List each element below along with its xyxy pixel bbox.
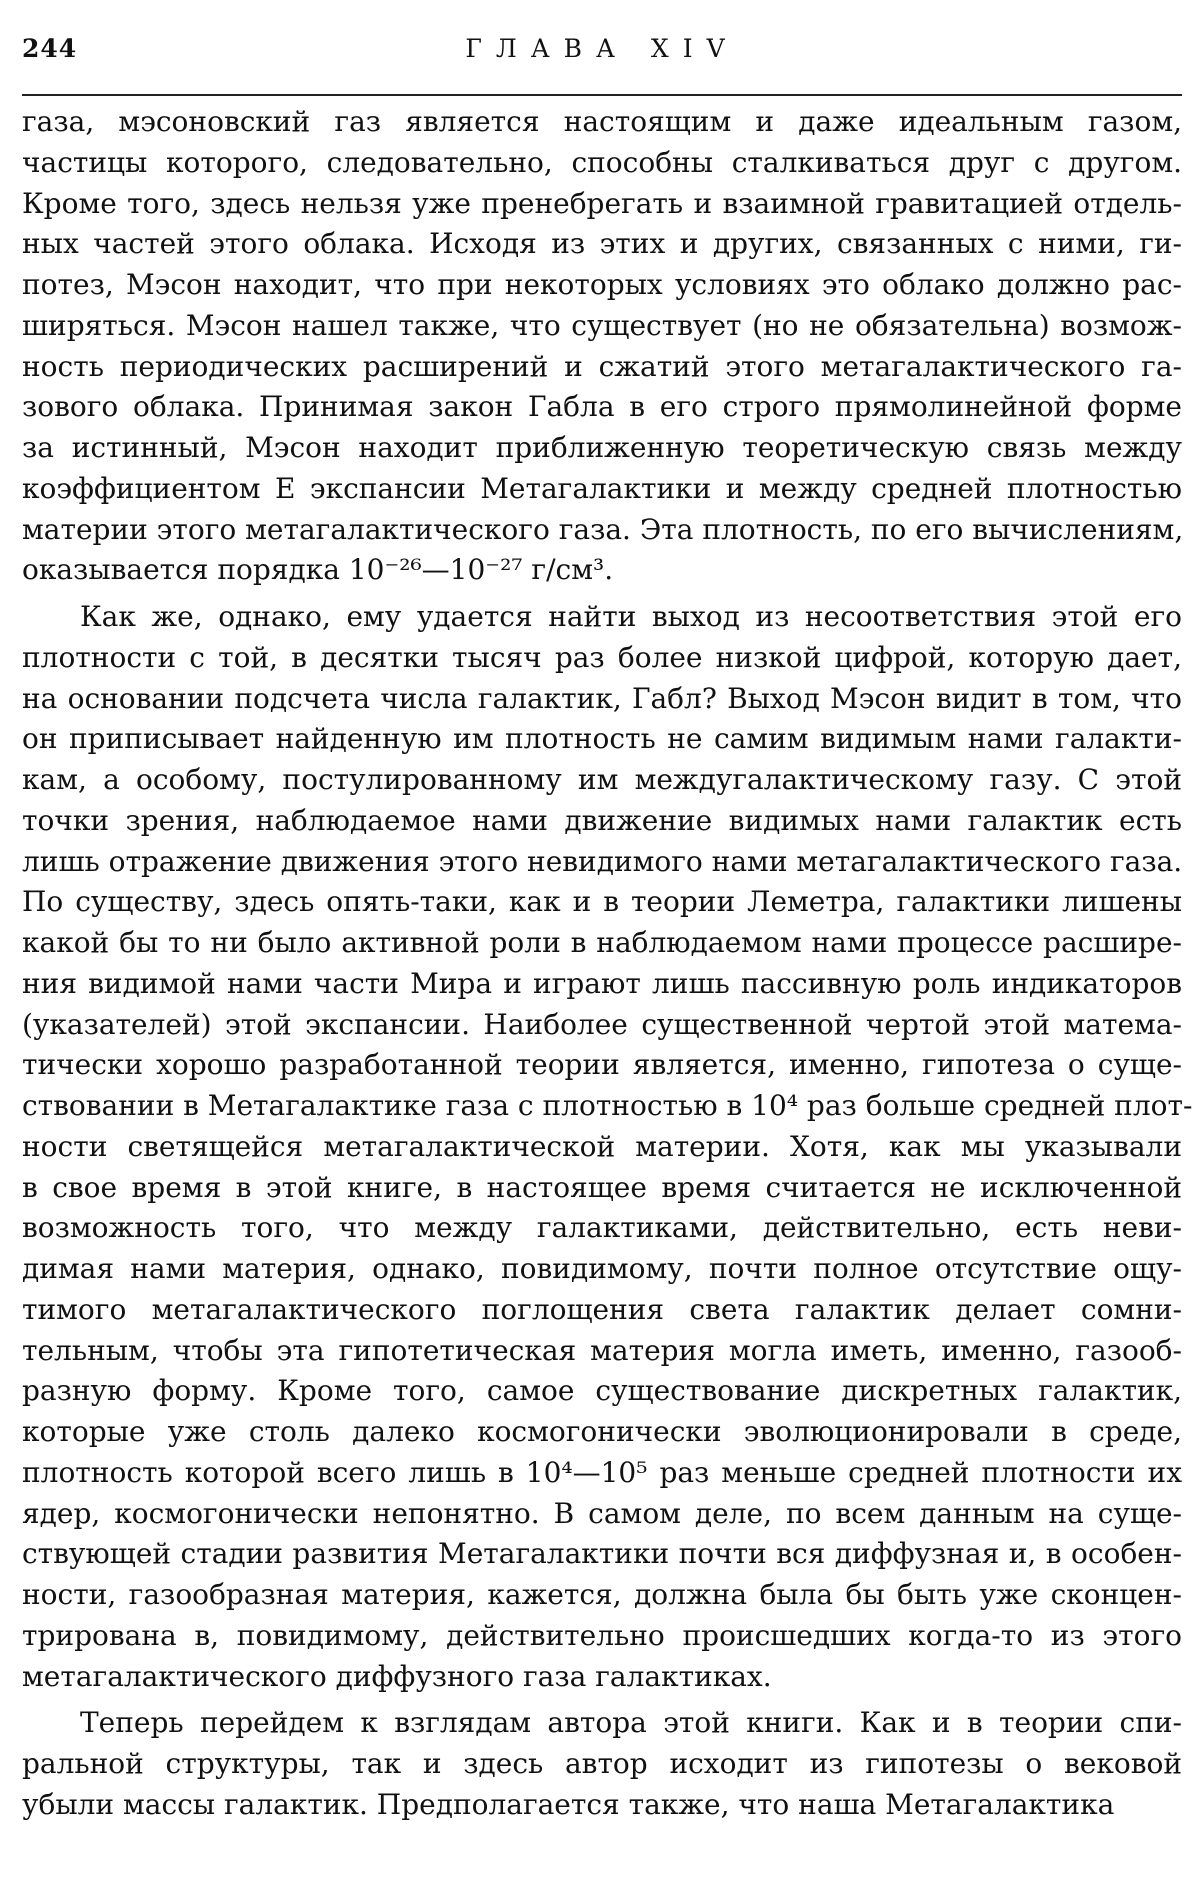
text-line: за истинный, Мэсон находит приближенную теоретическую связь между <box>22 431 1182 464</box>
text-line: Теперь перейдем к взглядам автора этой книги. Как и в теории спи- <box>80 1706 1182 1740</box>
text-line: ных частей этого облака. Исходя из этих и других, связанных с ними, ги- <box>22 227 1182 261</box>
text-line: По существу, здесь опять-таки, как и в теории Леметра, галактики лишены <box>22 885 1182 919</box>
text-line: которые уже столь далеко космогонически эволюционировали в среде, <box>22 1415 1182 1448</box>
text-line: ствующей стадии развития Метагалактики почти вся диффузная и, в особен- <box>22 1537 1182 1571</box>
running-title: ГЛАВА XIV <box>465 34 739 63</box>
text-line: ности светящейся метагалактической материи. Хотя, как мы указывали <box>22 1129 1182 1163</box>
text-line: ности, газообразная материя, кажется, должна была бы быть уже сконцен- <box>22 1578 1182 1611</box>
text-line: коэффициентом E экспансии Метагалактики и между средней плотностью <box>22 471 1182 505</box>
text-line: зового облака. Принимая закон Габла в его строго прямолинейной форме <box>22 390 1182 424</box>
text-line: точки зрения, наблюдаемое нами движение видимых нами галактик есть <box>22 803 1182 837</box>
text-line: разную форму. Кроме того, самое существование дискретных галактик, <box>22 1374 1182 1408</box>
paragraph <box>22 1703 1182 1825</box>
text-line: ральной структуры, так и здесь автор исходит из гипотезы о вековой <box>22 1747 1182 1780</box>
text-line: лишь отражение движения этого невидимого нами метагалактического газа. <box>22 844 1183 878</box>
text-line: газа, мэсоновский газ является настоящим и даже идеальным газом, <box>22 105 1182 138</box>
text-line: ширяться. Мэсон нашел также, что существует (но не обязательна) возмож- <box>22 308 1182 342</box>
text-line: убыли массы галактик. Предполагается также, что наша Метагалактика <box>22 1787 1115 1821</box>
paragraph <box>22 597 1193 1697</box>
text-line: на основании подсчета числа галактик, Габл? Выход Мэсон видит в том, что <box>22 681 1182 715</box>
text-line: в свое время в этой книге, в настоящее время считается не исключенной <box>22 1170 1182 1204</box>
text-line: ния видимой нами части Мира и играют лишь пассивную роль индикаторов <box>22 966 1182 1000</box>
text-line: оказывается порядка 10⁻²⁶—10⁻²⁷ г/см³. <box>22 553 614 587</box>
page-number: 244 <box>22 34 78 63</box>
paragraph <box>22 102 1182 591</box>
text-line: материи этого метагалактического газа. Эта плотность, по его вычислениям, <box>22 512 1184 546</box>
text-line: тимого метагалактического поглощения света галактик делает сомни- <box>22 1292 1182 1326</box>
text-line: плотность которой всего лишь в 10⁴—10⁵ раз меньше средней плотности их <box>22 1455 1182 1489</box>
text-line: плотности с той, в десятки тысяч раз более низкой цифрой, которую дает, <box>22 640 1182 674</box>
text-line: ствовании в Метагалактике газа с плотностью в 10⁴ раз больше средней плот- <box>22 1089 1193 1122</box>
body-text <box>22 102 1193 1826</box>
text-line: потез, Мэсон находит, что при некоторых условиях это облако должно рас- <box>22 268 1182 301</box>
text-line: он приписывает найденную им плотность не самим видимым нами галакти- <box>22 722 1182 756</box>
text-line: тельным, чтобы эта гипотетическая материя могла иметь, именно, газооб- <box>22 1333 1182 1367</box>
text-line: ность периодических расширений и сжатий этого метагалактического га- <box>22 349 1182 383</box>
text-line: какой бы то ни было активной роли в наблюдаемом нами процессе расшире- <box>22 926 1182 959</box>
text-line: возможность того, что между галактиками, действительно, есть неви- <box>22 1211 1182 1245</box>
text-line: кам, а особому, постулированному им междугалактическому газу. С этой <box>22 763 1182 796</box>
book-page <box>22 0 1193 1882</box>
text-line: димая нами материя, однако, повидимому, почти полное отсутствие ощу- <box>22 1252 1182 1285</box>
text-line: Кроме того, здесь нельзя уже пренебрегать и взаимной гравитацией отдель- <box>22 186 1182 220</box>
text-line: (указателей) этой экспансии. Наиболее существенной чертой этой матема- <box>22 1007 1182 1041</box>
text-line: трирована в, повидимому, действительно происшедших когда-то из этого <box>22 1618 1182 1652</box>
text-line: ядер, космогонически непонятно. В самом деле, по всем данным на суще- <box>22 1496 1182 1530</box>
text-line: тически хорошо разработанной теории является, именно, гипотеза о суще- <box>22 1048 1182 1082</box>
page-header <box>22 24 1182 64</box>
text-line: Как же, однако, ему удается найти выход из несоответствия этой его <box>80 600 1182 633</box>
text-line: метагалактического диффузного газа галактиках. <box>22 1659 772 1693</box>
text-line: частицы которого, следовательно, способны сталкиваться друг с другом. <box>22 145 1182 179</box>
header-rule <box>22 94 1182 96</box>
